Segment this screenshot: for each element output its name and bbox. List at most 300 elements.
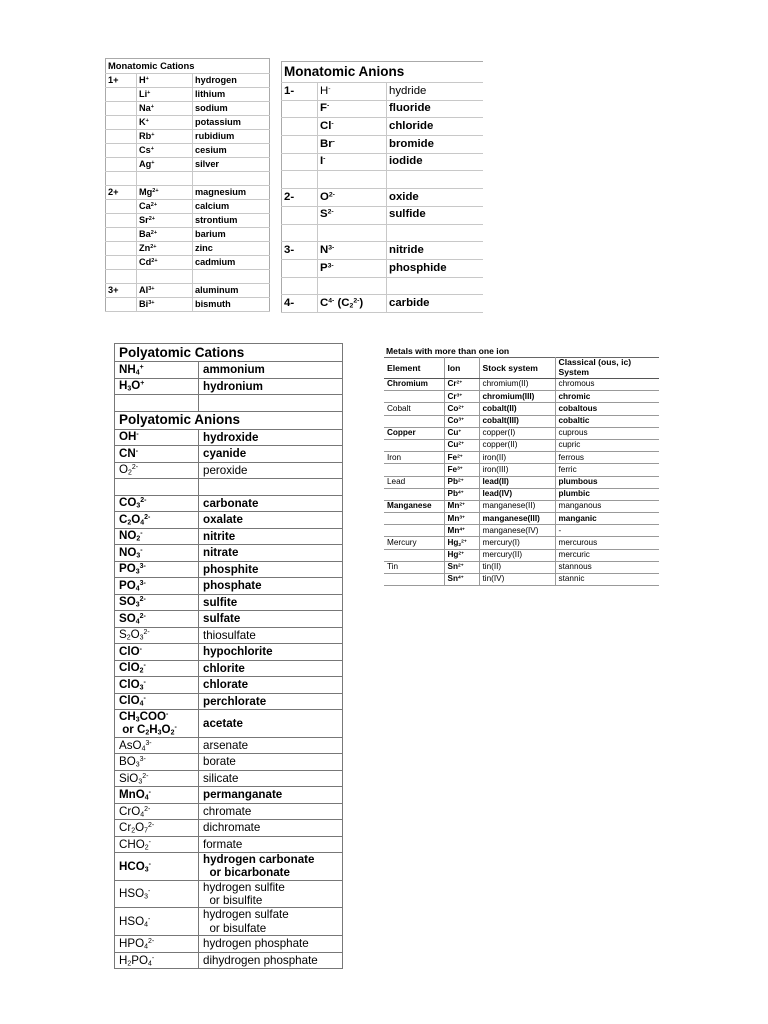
table-row (106, 102, 270, 116)
name-cell: chlorate (199, 677, 343, 694)
ion-charge: 2+ (457, 478, 464, 484)
formula-text: PO (119, 562, 136, 576)
stock-name-cell: copper(I) (479, 427, 555, 439)
formula-text: SO (119, 595, 136, 609)
formula-cell (115, 561, 199, 578)
formula-subscript: 3 (139, 635, 144, 643)
formula-charge: - (151, 954, 155, 962)
stock-name-cell: manganese(IV) (479, 525, 555, 537)
table-row (115, 462, 343, 479)
ion-charge: + (458, 429, 462, 435)
charge-cell: 3+ (106, 284, 137, 298)
formula-subscript: 3 (144, 866, 149, 874)
ion-symbol: K (139, 116, 146, 127)
element-cell (384, 513, 444, 525)
table-header-row (115, 344, 343, 362)
name-cell: barium (193, 228, 270, 242)
table-row (115, 880, 343, 908)
ion-cell (444, 415, 479, 427)
ion-cell (137, 116, 193, 130)
stock-name-cell: copper(II) (479, 439, 555, 451)
formula-charge: 2- (139, 596, 146, 604)
name-cell: formate (199, 836, 343, 853)
formula-subscript: 4 (144, 794, 149, 802)
formula-charge: - (148, 838, 151, 846)
formula-cell (115, 395, 199, 412)
formula-subscript: 2 (144, 844, 149, 852)
charge-cell (106, 88, 137, 102)
charge-cell (282, 118, 318, 136)
name-cell: hydride (387, 83, 483, 101)
ion-cell (318, 189, 387, 207)
table-row (282, 189, 483, 207)
formula-cell (115, 693, 199, 710)
ion-extra: (C (334, 296, 350, 309)
table-row (282, 83, 483, 101)
ion-symbol: P (320, 261, 328, 274)
name-cell: arsenate (199, 737, 343, 754)
ion-symbol: Fe (447, 452, 458, 462)
ion-charge: 2+ (461, 539, 467, 545)
formula-charge: 2- (144, 805, 151, 813)
ion-cell (137, 270, 193, 284)
classical-name-cell: stannous (555, 561, 659, 573)
table-row (384, 574, 659, 586)
table-row (384, 415, 659, 427)
table-row (115, 578, 343, 595)
column-header-ion: Ion (444, 358, 479, 379)
name-cell: strontium (193, 214, 270, 228)
classical-name-cell: chromous (555, 379, 659, 391)
name-cell: cadmium (193, 256, 270, 270)
ion-charge: 2- (327, 208, 334, 216)
ion-charge: 2+ (456, 380, 463, 386)
formula-subscript: 2 (131, 827, 136, 835)
ion-symbol: Cl (320, 120, 332, 133)
formula-subscript: 3 (157, 730, 162, 738)
monatomic-cations-title: Monatomic Cations (106, 59, 270, 74)
formula-cell (115, 710, 199, 738)
formula-text: or C (119, 723, 146, 737)
charge-cell (282, 259, 318, 277)
formula-cell (115, 820, 199, 837)
name-cell: chlorite (199, 660, 343, 677)
ion-charge: 2+ (151, 257, 158, 264)
charge-cell (106, 144, 137, 158)
element-cell (384, 488, 444, 500)
name-cell: dichromate (199, 820, 343, 837)
name-cell: sulfite (199, 594, 343, 611)
formula-charge: 2- (140, 497, 147, 505)
name-cell: magnesium (193, 186, 270, 200)
ion-charge: 3- (328, 244, 335, 252)
ion-cell (137, 200, 193, 214)
ion-symbol: Co (447, 416, 459, 426)
name-cell: silver (193, 158, 270, 172)
formula-cell (115, 936, 199, 953)
metals-title: Metals with more than one ion (386, 345, 510, 356)
ion-symbol: Ag (139, 158, 152, 169)
name-cell: carbonate (199, 495, 343, 512)
formula-subscript: 2 (145, 730, 150, 738)
ion-charge: + (145, 75, 149, 82)
classical-name-cell: plumbous (555, 476, 659, 488)
name-cell (387, 224, 483, 242)
formula-text: S (119, 628, 127, 642)
formula-charge: 2- (139, 613, 146, 621)
formula-charge: 3- (139, 756, 146, 764)
table-row (115, 644, 343, 661)
table-row (115, 853, 343, 881)
ion-cell (137, 228, 193, 242)
table-row (115, 495, 343, 512)
table-row (115, 770, 343, 787)
formula-charge: - (166, 711, 169, 719)
table-row (384, 525, 659, 537)
element-cell (384, 415, 444, 427)
formula-subscript: 3 (138, 778, 143, 786)
table-row (384, 476, 659, 488)
ion-charge: 2- (353, 297, 360, 305)
charge-cell (106, 298, 137, 312)
name-cell: phosphate (199, 578, 343, 595)
table-row (115, 908, 343, 936)
formula-cell (115, 479, 199, 496)
charge-cell: 2- (282, 189, 318, 207)
monatomic-cations-table (105, 58, 270, 312)
name-cell: cyanide (199, 446, 343, 463)
table-row (282, 171, 483, 189)
formula-text: CH (119, 710, 136, 723)
table-row (106, 88, 270, 102)
table-header-row (106, 59, 270, 74)
formula-subscript: 3 (135, 716, 140, 724)
name-cell: peroxide (199, 462, 343, 479)
charge-cell: 2+ (106, 186, 137, 200)
table-header-row (115, 411, 343, 429)
table-row (115, 561, 343, 578)
formula-charge: 2- (148, 822, 155, 830)
formula-charge: - (143, 679, 146, 687)
ion-charge: 3- (327, 261, 334, 269)
table-row (115, 378, 343, 395)
formula-subscript: 2 (170, 730, 175, 738)
formula-cell (115, 528, 199, 545)
stock-name-cell: lead(IV) (479, 488, 555, 500)
formula-subscript: 4 (140, 519, 145, 527)
ion-symbol: I (320, 155, 324, 168)
formula-text: CN (119, 446, 136, 460)
table-row (115, 660, 343, 677)
formula-charge: 2- (143, 629, 150, 637)
name-cell: sodium (193, 102, 270, 116)
formula-subscript: 2 (128, 470, 132, 478)
table-header-row (282, 62, 483, 83)
formula-cell (115, 737, 199, 754)
charge-cell (106, 102, 137, 116)
ion-charge: 4+ (457, 490, 464, 496)
ion-symbol: Al (139, 284, 149, 295)
formula-text: NH (119, 362, 136, 376)
element-cell: Mercury (384, 537, 444, 549)
table-row (115, 710, 343, 738)
ion-cell (137, 186, 193, 200)
formula-cell (115, 803, 199, 820)
ion-charge: - (331, 120, 334, 128)
table-row (106, 214, 270, 228)
stock-name-cell: lead(II) (479, 476, 555, 488)
table-row (106, 270, 270, 284)
formula-cell (115, 545, 199, 562)
ion-symbol: F (320, 102, 327, 115)
table-row (106, 284, 270, 298)
table-row (282, 118, 483, 136)
name-cell (387, 277, 483, 295)
name-cell: oxalate (199, 512, 343, 529)
table-row (115, 479, 343, 496)
charge-cell (282, 206, 318, 224)
ion-symbol: H (320, 84, 329, 97)
table-row (106, 200, 270, 214)
ion-cell (444, 500, 479, 512)
formula-cell (115, 578, 199, 595)
element-cell: Chromium (384, 379, 444, 391)
formula-cell (115, 611, 199, 628)
formula-subscript: 3 (136, 503, 141, 511)
ion-subscript: 2 (349, 302, 354, 310)
formula-cell (115, 362, 199, 379)
name-cell: sulfide (387, 206, 483, 224)
table-row (282, 153, 483, 171)
ion-cell (318, 136, 387, 154)
name-cell: nitride (387, 242, 483, 260)
ion-charge: + (151, 159, 155, 166)
table-row (106, 298, 270, 312)
ion-charge: 2+ (459, 502, 465, 508)
charge-cell: 3- (282, 242, 318, 260)
formula-charge: - (139, 646, 142, 654)
name-cell: rubidium (193, 130, 270, 144)
ion-extra-end: ) (359, 296, 364, 309)
table-row (384, 549, 659, 561)
ion-symbol: Mn (447, 513, 460, 523)
formula-charge: 2- (142, 772, 149, 780)
ion-charge: + (151, 131, 155, 138)
table-row (384, 537, 659, 549)
ion-charge: 3+ (148, 299, 155, 306)
ion-symbol: Sn (447, 574, 458, 584)
table-row (115, 594, 343, 611)
element-cell (384, 549, 444, 561)
formula-text: H (119, 379, 128, 393)
formula-subscript: 3 (136, 552, 141, 560)
formula-charge: 3- (139, 563, 146, 571)
ion-symbol: Na (139, 102, 151, 113)
element-cell (384, 574, 444, 586)
formula-cell (115, 853, 199, 881)
formula-charge: 2- (144, 514, 151, 522)
formula-charge: 2- (148, 938, 155, 946)
table-row (106, 144, 270, 158)
name-cell: lithium (193, 88, 270, 102)
ion-cell (137, 172, 193, 186)
stock-name-cell: chromium(II) (479, 379, 555, 391)
table-row (115, 446, 343, 463)
ion-cell (137, 256, 193, 270)
formula-subscript: 3 (139, 684, 144, 692)
ion-charge: 2+ (458, 441, 465, 447)
charge-cell (282, 100, 318, 118)
ion-charge: - (323, 155, 326, 163)
ion-cell (444, 537, 479, 549)
ion-cell (137, 214, 193, 228)
table-row (384, 488, 659, 500)
name-cell: chloride (387, 118, 483, 136)
ion-charge: 2+ (148, 215, 156, 222)
formula-charge: - (148, 861, 151, 868)
formula-charge: - (135, 448, 139, 456)
ion-cell (318, 100, 387, 118)
table-header-row (384, 358, 659, 379)
name-cell: bromide (387, 136, 483, 154)
formula-charge: 2- (131, 464, 139, 472)
ion-charge: + (147, 89, 151, 96)
formula-text: COO (139, 710, 167, 723)
ion-symbol: Hg (447, 537, 459, 547)
formula-cell (115, 446, 199, 463)
formula-text: CrO (119, 804, 141, 818)
formula-text: HCO (119, 859, 145, 873)
ion-charge: 2- (328, 191, 335, 199)
ion-cell (444, 464, 479, 476)
classical-name-cell: ferric (555, 464, 659, 476)
ion-symbol: Co (447, 403, 459, 413)
formula-text: H (119, 953, 128, 967)
ion-symbol: C (320, 296, 329, 309)
ion-symbol: N (320, 243, 329, 256)
ion-cell (318, 83, 387, 101)
formula-text: O (161, 723, 171, 737)
name-cell: ammonium (199, 362, 343, 379)
ion-symbol: Cd (139, 256, 152, 267)
table-row (384, 427, 659, 439)
element-cell: Copper (384, 427, 444, 439)
name-cell: sulfate (199, 611, 343, 628)
table-row (106, 242, 270, 256)
table-row (384, 439, 659, 451)
formula-subscript: 4 (135, 369, 140, 377)
name-cell: hydrogen carbonate or bicarbonate (199, 853, 343, 881)
formula-subscript: 4 (135, 618, 140, 626)
stock-name-cell: chromium(III) (479, 391, 555, 403)
classical-name-cell: manganic (555, 513, 659, 525)
ion-cell (444, 513, 479, 525)
formula-charge: - (136, 431, 139, 439)
charge-cell (106, 214, 137, 228)
ion-symbol: Hg (447, 550, 459, 560)
ion-symbol: O (320, 190, 329, 203)
formula-text: ClO (119, 661, 140, 675)
ion-charge: - (326, 102, 330, 110)
ion-charge: 3+ (459, 514, 465, 520)
ion-symbol: Mn (447, 501, 460, 511)
ion-cell (444, 549, 479, 561)
element-cell: Manganese (384, 500, 444, 512)
name-cell: nitrite (199, 528, 343, 545)
formula-cell (115, 754, 199, 771)
formula-text: ClO (119, 644, 140, 658)
table-row (106, 116, 270, 130)
table-row (106, 256, 270, 270)
table-row (115, 936, 343, 953)
formula-cell (115, 627, 199, 644)
name-cell (193, 172, 270, 186)
table-row (115, 677, 343, 694)
name-cell: nitrate (199, 545, 343, 562)
ion-cell (444, 427, 479, 439)
charge-cell (282, 224, 318, 242)
formula-charge: - (148, 916, 151, 924)
polyatomic-ions-table (114, 343, 343, 969)
ion-cell (318, 259, 387, 277)
formula-cell (115, 908, 199, 936)
name-cell: bismuth (193, 298, 270, 312)
ion-cell (137, 130, 193, 144)
stock-name-cell: tin(II) (479, 561, 555, 573)
ion-cell (318, 224, 387, 242)
formula-text: C (119, 512, 128, 526)
ion-symbol: Ca (139, 200, 151, 211)
table-row (282, 259, 483, 277)
table-row (384, 379, 659, 391)
name-cell (199, 479, 343, 496)
classical-name-cell: cobaltic (555, 415, 659, 427)
formula-subscript: 2 (139, 668, 144, 676)
formula-charge: - (148, 888, 151, 896)
classical-name-cell: manganous (555, 500, 659, 512)
charge-cell: 4- (282, 295, 318, 313)
table-row (282, 136, 483, 154)
ion-symbol: Cs (139, 144, 151, 155)
table-row (384, 513, 659, 525)
ion-cell (444, 403, 479, 415)
polyatomic-anions-title: Polyatomic Anions (115, 411, 343, 429)
table-row (115, 693, 343, 710)
ion-charge: 2+ (458, 405, 465, 411)
table-row (384, 561, 659, 573)
metals-multiple-ions-body (384, 345, 659, 586)
ion-cell (137, 242, 193, 256)
formula-charge: - (140, 530, 143, 538)
formula-cell (115, 429, 199, 446)
table-row (115, 611, 343, 628)
charge-cell (282, 136, 318, 154)
formula-charge: 3- (145, 739, 152, 747)
table-row (115, 362, 343, 379)
name-cell: dihydrogen phosphate (199, 952, 343, 969)
ion-symbol: Mg (139, 186, 153, 197)
formula-text: PO (119, 578, 136, 592)
ion-charge: 2+ (150, 201, 158, 208)
formula-subscript: 2 (136, 536, 141, 544)
name-cell (387, 171, 483, 189)
formula-charge: - (143, 662, 146, 670)
column-header-classical: Classical (ous, ic) System (555, 358, 659, 379)
table-row (106, 158, 270, 172)
formula-text: NO (119, 529, 137, 543)
table-row (384, 500, 659, 512)
formula-subscript: 3 (127, 386, 132, 394)
